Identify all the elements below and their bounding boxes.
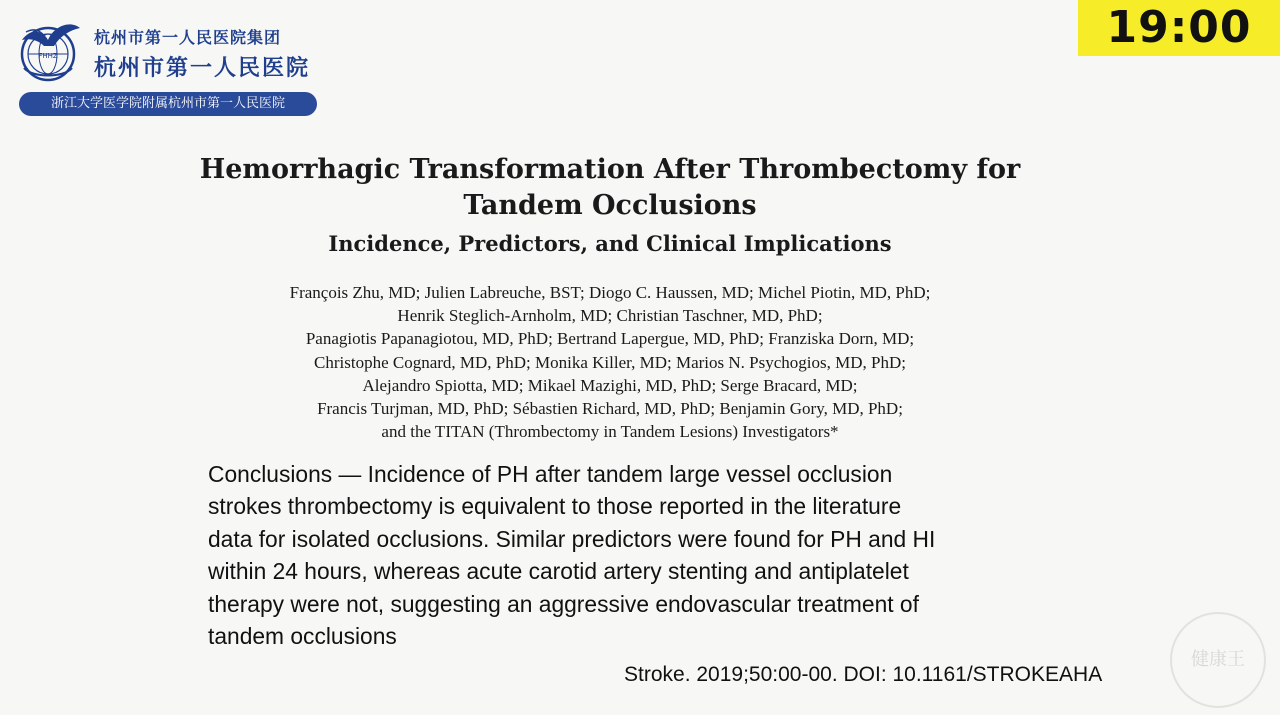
paper-title	[180, 152, 1040, 224]
watermark-text: 健康王	[1191, 649, 1245, 670]
emblem-text: FHHZ	[38, 52, 58, 60]
paper-title-line: Tandem Occlusions	[463, 190, 757, 221]
author-line: Francis Turjman, MD, PhD; Sébastien Richard, MD, PhD; Benjamin Gory, MD, PhD;	[317, 399, 903, 419]
author-list	[160, 281, 1060, 443]
author-line: Alejandro Spiotta, MD; Mikael Mazighi, MD, PhD; Serge Bracard, MD;	[362, 375, 858, 395]
conclusions-line: tandem occlusions	[208, 623, 397, 650]
conclusions-line: strokes thrombectomy is equivalent to those reported in the literature	[208, 493, 902, 520]
conclusions-line: Conclusions — Incidence of PH after tandem large vessel occlusion	[208, 461, 893, 487]
affiliation-badge: 浙江大学医学院附属杭州市第一人民医院	[19, 92, 317, 116]
citation: Stroke. 2019;50:00-00. DOI: 10.1161/STROKEAHA	[624, 663, 1103, 686]
paper-title-line: Hemorrhagic Transformation After Thrombectomy for	[199, 154, 1021, 185]
org-name: 杭州市第一人民医院	[94, 55, 311, 81]
conclusions-line: data for isolated occlusions. Similar predictors were found for PH and HI	[208, 525, 936, 552]
author-line: Panagiotis Papanagiotou, MD, PhD; Bertrand Lapergue, MD, PhD; Franziska Dorn, MD;	[305, 329, 915, 349]
dove-globe-emblem-icon	[14, 18, 84, 84]
watermark-seal-icon	[1170, 612, 1266, 708]
paper-subtitle: Incidence, Predictors, and Clinical Implications	[328, 231, 892, 256]
author-line: Henrik Steglich-Arnholm, MD; Christian Taschner, MD, PhD;	[397, 306, 823, 326]
author-line: François Zhu, MD; Julien Labreuche, BST; Diogo C. Haussen, MD; Michel Piotin, MD, PhD;	[289, 283, 931, 302]
conclusions-text	[208, 458, 1108, 652]
conclusions-line: therapy were not, suggesting an aggressive endovascular treatment of	[208, 590, 919, 617]
author-line: Christophe Cognard, MD, PhD; Monika Killer, MD; Marios N. Psychogios, MD, PhD;	[314, 352, 906, 372]
conclusions-line: within 24 hours, whereas acute carotid artery stenting and antiplatelet	[208, 558, 909, 585]
org-name-group: 杭州市第一人民医院集团	[94, 28, 282, 47]
countdown-timer: 19:00	[1078, 0, 1280, 56]
author-line: and the TITAN (Thrombectomy in Tandem Lesions) Investigators*	[381, 422, 839, 442]
